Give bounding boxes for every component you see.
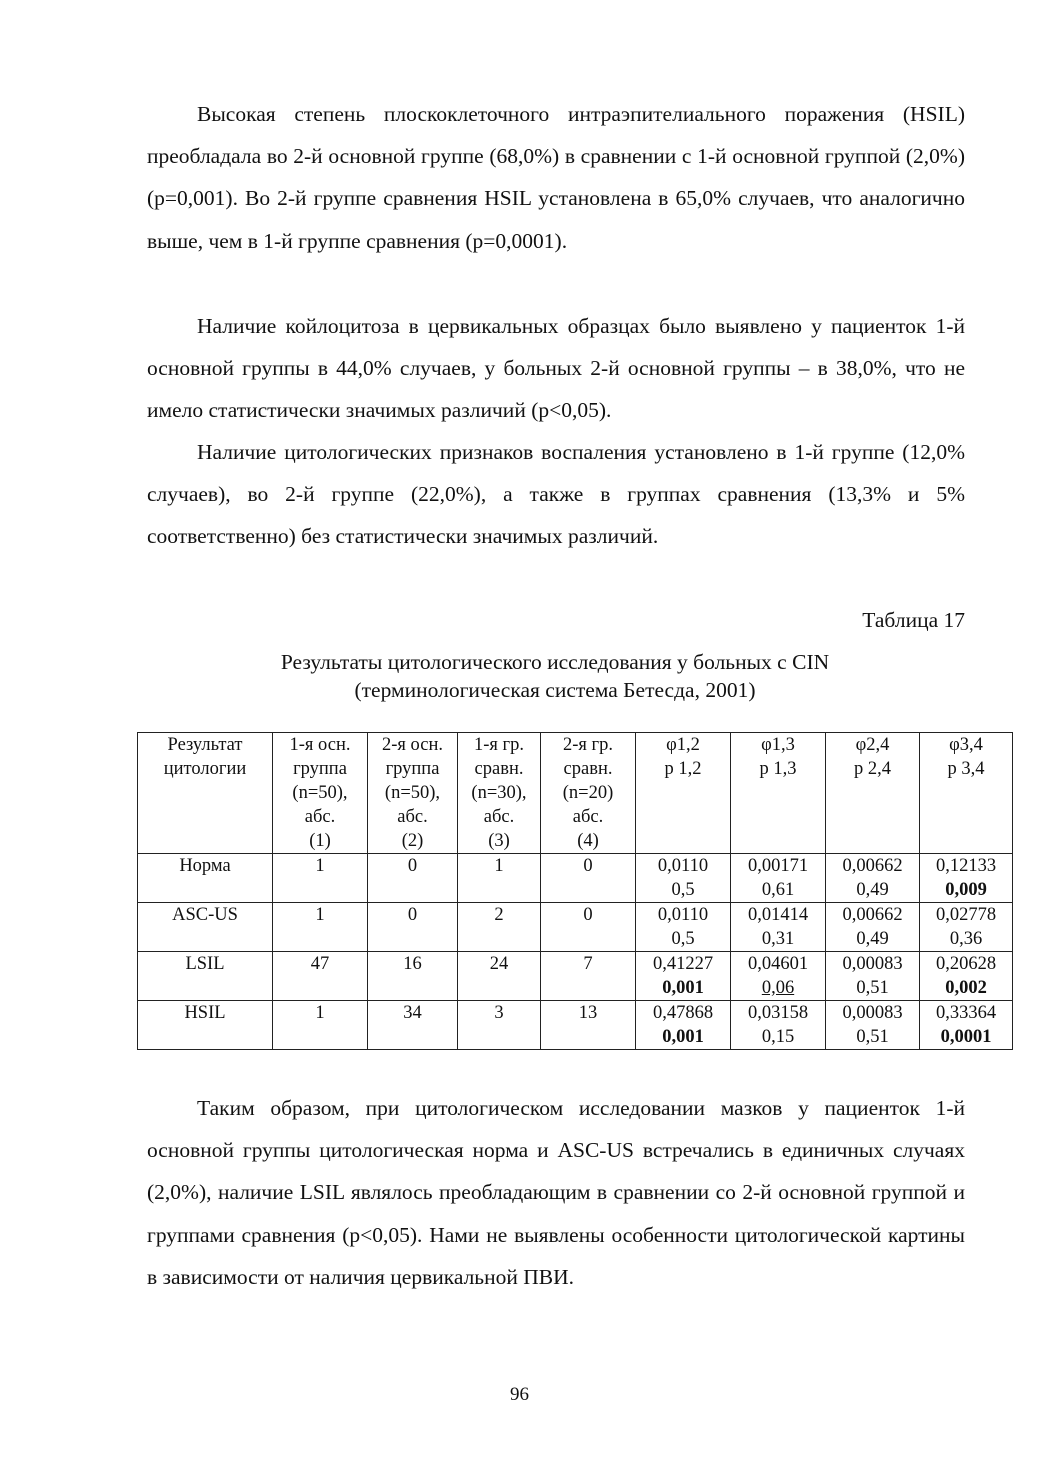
cell-phi-1-2: 0,0110 0,5 xyxy=(636,903,731,952)
cell-group-4: 0 xyxy=(541,903,636,952)
table-caption xyxy=(130,648,980,704)
table-row xyxy=(138,854,1013,903)
cell-phi-1-2: 0,47868 0,001 xyxy=(636,1001,731,1050)
cell-phi-1-3: 0,01414 0,31 xyxy=(731,903,826,952)
header-cell-group-2: 2-я осн. группа (n=50), абс. (2) xyxy=(368,733,458,854)
cell-group-3: 3 xyxy=(458,1001,541,1050)
cell-phi-3-4: 0,12133 0,009 xyxy=(920,854,1013,903)
table-caption-line-1: Результаты цитологического исследования у больных с CIN xyxy=(280,650,830,674)
cell-group-1: 47 xyxy=(273,952,368,1001)
header-cell-result: Результат цитологии xyxy=(138,733,273,854)
cell-result-name: ASC-US xyxy=(138,903,273,952)
header-cell-phi-2-4: φ2,4 p 2,4 xyxy=(826,733,920,854)
cell-group-3: 1 xyxy=(458,854,541,903)
cytology-results-table xyxy=(137,732,1013,1050)
table-row xyxy=(138,903,1013,952)
table-row xyxy=(138,1001,1013,1050)
cell-phi-2-4: 0,00083 0,51 xyxy=(826,1001,920,1050)
table-number-label: Таблица 17 xyxy=(862,608,965,632)
cell-group-3: 24 xyxy=(458,952,541,1001)
cell-group-4: 13 xyxy=(541,1001,636,1050)
paragraph-inflammation: Наличие цитологических признаков воспаления установлено в 1-й группе (12,0% случаев), во 2-й группе (22,0%), а также в группах сравнения (13,3% и 5% соответственно) без статистически значимых различий. xyxy=(147,440,965,549)
cell-group-4: 0 xyxy=(541,854,636,903)
paragraph-hsil: Высокая степень плоскоклеточного интраэпителиального поражения (HSIL) преобладала во 2-й основной группе (68,0%) в сравнении с 1-й основной группой (2,0%) (p=0,001). Во 2-й группе сравнения HSIL установлена в 65,0% случаев, что аналогично выше, чем в 1-й группе сравнения (p=0,0001). xyxy=(147,102,965,253)
cell-phi-1-2: 0,0110 0,5 xyxy=(636,854,731,903)
table-header-row xyxy=(138,733,1013,854)
cell-phi-1-2: 0,41227 0,001 xyxy=(636,952,731,1001)
cell-phi-3-4: 0,33364 0,0001 xyxy=(920,1001,1013,1050)
cell-group-1: 1 xyxy=(273,903,368,952)
page-number: 96 xyxy=(510,1384,529,1405)
paragraph-conclusion: Таким образом, при цитологическом исследовании мазков у пациенток 1-й основной группы цитологическая норма и ASC-US встречались в единичных случаях (2,0%), наличие LSIL являлось преобладающим в сравнении со 2-й основной группой и группами сравнения (p<0,05). Нами не выявлены особенности цитологической картины в зависимости от наличия цервикальной ПВИ. xyxy=(147,1096,965,1289)
cell-group-4: 7 xyxy=(541,952,636,1001)
header-cell-phi-1-2: φ1,2 p 1,2 xyxy=(636,733,731,854)
cell-group-2: 16 xyxy=(368,952,458,1001)
header-cell-group-4: 2-я гр. сравн. (n=20) абс. (4) xyxy=(541,733,636,854)
cell-result-name: HSIL xyxy=(138,1001,273,1050)
cell-phi-1-3: 0,04601 0,06 xyxy=(731,952,826,1001)
cell-group-2: 0 xyxy=(368,903,458,952)
table-caption-line-2: (терминологическая система Бетесда, 2001) xyxy=(354,678,756,702)
cell-phi-3-4: 0,20628 0,002 xyxy=(920,952,1013,1001)
table-row xyxy=(138,952,1013,1001)
cell-phi-1-3: 0,00171 0,61 xyxy=(731,854,826,903)
cell-phi-2-4: 0,00662 0,49 xyxy=(826,854,920,903)
cell-group-2: 34 xyxy=(368,1001,458,1050)
cell-phi-1-3: 0,03158 0,15 xyxy=(731,1001,826,1050)
header-cell-phi-1-3: φ1,3 p 1,3 xyxy=(731,733,826,854)
cell-group-2: 0 xyxy=(368,854,458,903)
cell-result-name: Норма xyxy=(138,854,273,903)
cell-phi-3-4: 0,02778 0,36 xyxy=(920,903,1013,952)
cell-phi-2-4: 0,00083 0,51 xyxy=(826,952,920,1001)
cell-group-1: 1 xyxy=(273,1001,368,1050)
header-cell-group-1: 1-я осн. группа (n=50), абс. (1) xyxy=(273,733,368,854)
cell-result-name: LSIL xyxy=(138,952,273,1001)
paragraph-koilocytosis: Наличие койлоцитоза в цервикальных образцах было выявлено у пациенток 1-й основной группы в 44,0% случаев, у больных 2-й основной группы – в 38,0%, что не имело статистически значимых различий (p<0,05). xyxy=(147,314,965,423)
header-cell-phi-3-4: φ3,4 p 3,4 xyxy=(920,733,1013,854)
cell-group-1: 1 xyxy=(273,854,368,903)
header-cell-group-3: 1-я гр. сравн. (n=30), абс. (3) xyxy=(458,733,541,854)
cell-group-3: 2 xyxy=(458,903,541,952)
cell-phi-2-4: 0,00662 0,49 xyxy=(826,903,920,952)
